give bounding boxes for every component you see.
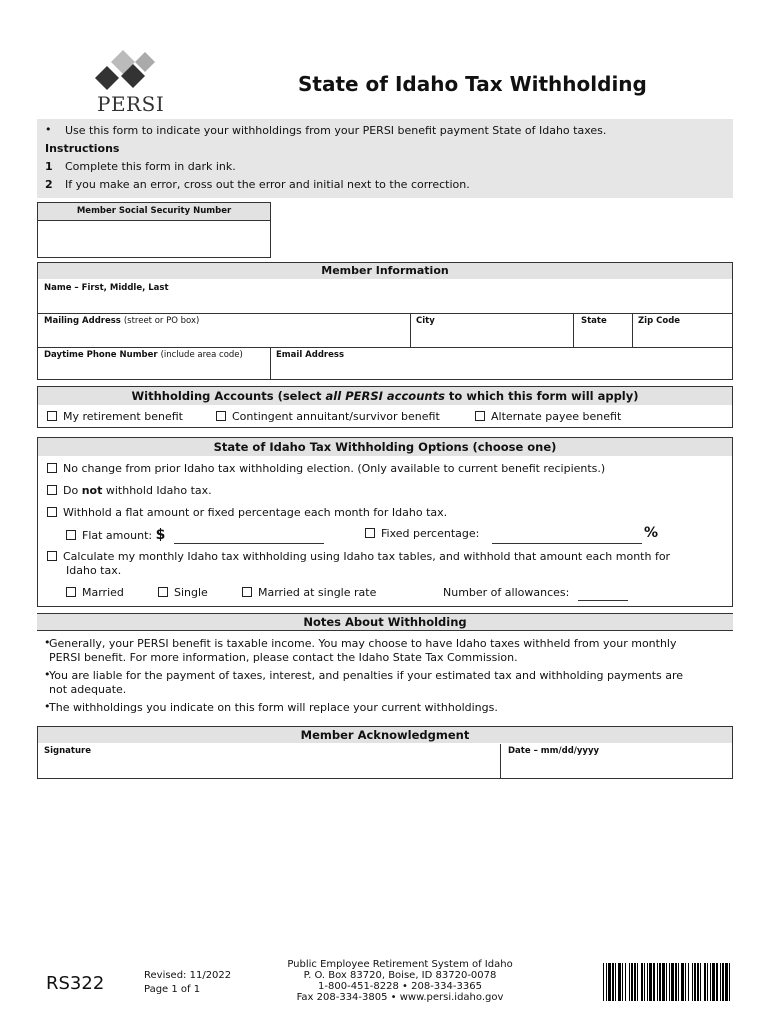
calculate-option-line2: Idaho tax. bbox=[66, 564, 122, 577]
page-title: State of Idaho Tax Withholding bbox=[298, 72, 647, 96]
option-label: Alternate payee benefit bbox=[491, 410, 622, 423]
option-label-post: withhold Idaho tax. bbox=[102, 484, 212, 497]
married-option[interactable] bbox=[66, 586, 124, 599]
note-line: PERSI benefit. For more information, please contact the Idaho State Tax Commission. bbox=[49, 651, 518, 664]
instructions-heading: Instructions bbox=[45, 142, 120, 155]
state-label: State bbox=[581, 316, 607, 326]
option-label: No change from prior Idaho tax withholding election. (Only available to current benefit recipients.) bbox=[63, 462, 606, 475]
member-info-heading: Member Information bbox=[38, 263, 732, 279]
note-item bbox=[49, 701, 498, 715]
city-label: City bbox=[416, 316, 435, 326]
name-label: Name – First, Middle, Last bbox=[44, 283, 169, 293]
note-line: Generally, your PERSI benefit is taxable income. You may choose to have Idaho taxes withheld from your monthly bbox=[49, 637, 677, 650]
option-label-pre: Do bbox=[63, 484, 82, 497]
accounts-heading-em: all PERSI accounts bbox=[325, 389, 445, 403]
checkbox[interactable] bbox=[47, 507, 57, 517]
logo-text: PERSI bbox=[97, 92, 165, 116]
single-option[interactable] bbox=[158, 586, 208, 599]
bullet: • bbox=[45, 123, 52, 136]
bullet: • bbox=[44, 668, 51, 681]
accounts-section bbox=[37, 386, 733, 428]
checkbox[interactable] bbox=[242, 587, 252, 597]
acknowledgment-section bbox=[37, 726, 733, 779]
phone-hint: (include area code) bbox=[160, 350, 243, 360]
allowances-input[interactable] bbox=[578, 600, 628, 601]
married-single-rate-option[interactable] bbox=[242, 586, 376, 599]
option-label: Fixed percentage: bbox=[381, 527, 480, 540]
phone-field[interactable] bbox=[38, 348, 270, 379]
option-label: My retirement benefit bbox=[63, 410, 183, 423]
form-id: RS322 bbox=[46, 973, 105, 994]
email-field[interactable] bbox=[271, 348, 733, 379]
address-hint: (street or PO box) bbox=[123, 316, 200, 326]
option-label: Calculate my monthly Idaho tax withholding using Idaho tax tables, and withhold that amount each month for bbox=[63, 550, 671, 563]
accounts-heading bbox=[38, 387, 732, 405]
checkbox[interactable] bbox=[158, 587, 168, 597]
note-line: not adequate. bbox=[49, 683, 127, 696]
phone-label-text: Daytime Phone Number bbox=[44, 350, 158, 360]
step-text: If you make an error, cross out the error and initial next to the correction. bbox=[65, 178, 470, 191]
option-label: Single bbox=[174, 586, 208, 599]
bullet: • bbox=[44, 700, 51, 713]
note-item bbox=[49, 637, 677, 665]
allowances-label: Number of allowances: bbox=[443, 586, 570, 599]
city-field[interactable] bbox=[411, 314, 573, 347]
org-name: Public Employee Retirement System of Idaho bbox=[287, 959, 513, 970]
alternate-payee-option[interactable] bbox=[475, 410, 621, 423]
address-field[interactable] bbox=[38, 314, 410, 347]
org-contact bbox=[270, 959, 530, 1003]
org-phones: 1-800-451-8228 • 208-334-3365 bbox=[318, 981, 482, 992]
ssn-box bbox=[37, 202, 271, 258]
note-line: You are liable for the payment of taxes, interest, and penalties if your estimated tax and withholding payments are bbox=[49, 669, 684, 682]
step-number: 2 bbox=[45, 178, 53, 191]
signature-label: Signature bbox=[44, 746, 91, 756]
withholding-options-section bbox=[37, 437, 733, 607]
fixed-percentage-input[interactable] bbox=[492, 543, 642, 544]
barcode-icon bbox=[603, 963, 733, 1001]
checkbox[interactable] bbox=[216, 411, 226, 421]
options-heading: State of Idaho Tax Withholding Options (choose one) bbox=[38, 438, 732, 456]
calculate-option[interactable] bbox=[47, 550, 670, 563]
org-address: P. O. Box 83720, Boise, ID 83720-0078 bbox=[303, 970, 497, 981]
ack-heading: Member Acknowledgment bbox=[38, 727, 732, 743]
date-label: Date – mm/dd/yyyy bbox=[508, 746, 600, 756]
step-number: 1 bbox=[45, 160, 53, 173]
revised-date: Revised: 11/2022 bbox=[144, 970, 232, 981]
checkbox[interactable] bbox=[475, 411, 485, 421]
email-label: Email Address bbox=[276, 350, 345, 360]
fixed-percentage-option[interactable] bbox=[365, 527, 479, 540]
checkbox[interactable] bbox=[47, 411, 57, 421]
notes-heading: Notes About Withholding bbox=[37, 614, 733, 630]
member-info-section bbox=[37, 262, 733, 380]
option-label: Contingent annuitant/survivor benefit bbox=[232, 410, 440, 423]
accounts-heading-pre: Withholding Accounts (select bbox=[131, 389, 326, 403]
checkbox[interactable] bbox=[66, 587, 76, 597]
org-fax-web: Fax 208-334-3805 • www.persi.idaho.gov bbox=[296, 992, 504, 1003]
dollar-sign: $ bbox=[155, 527, 166, 543]
contingent-annuitant-option[interactable] bbox=[216, 410, 440, 423]
zip-field[interactable] bbox=[633, 314, 733, 347]
notes-heading-bar bbox=[37, 613, 733, 631]
option-label-bold: not bbox=[81, 484, 103, 497]
option-label: Married at single rate bbox=[258, 586, 377, 599]
percent-sign: % bbox=[644, 525, 659, 541]
no-change-option[interactable] bbox=[47, 462, 605, 475]
instructions-panel bbox=[37, 119, 733, 198]
intro-text: Use this form to indicate your withholdings from your PERSI benefit payment State of Idaho taxes. bbox=[65, 124, 607, 137]
flat-or-percentage-option[interactable] bbox=[47, 506, 447, 519]
note-item bbox=[49, 669, 683, 697]
checkbox[interactable] bbox=[47, 463, 57, 473]
checkbox[interactable] bbox=[66, 530, 76, 540]
signature-field[interactable] bbox=[38, 744, 500, 778]
page-number: Page 1 of 1 bbox=[144, 984, 201, 995]
step-text: Complete this form in dark ink. bbox=[65, 160, 236, 173]
do-not-withhold-option[interactable] bbox=[47, 484, 212, 497]
accounts-heading-post: to which this form will apply) bbox=[444, 389, 639, 403]
checkbox[interactable] bbox=[47, 551, 57, 561]
ssn-label: Member Social Security Number bbox=[38, 203, 270, 221]
zip-label: Zip Code bbox=[638, 316, 681, 326]
option-label: Withhold a flat amount or fixed percentage each month for Idaho tax. bbox=[63, 506, 448, 519]
address-label-text: Mailing Address bbox=[44, 316, 121, 326]
state-field[interactable] bbox=[574, 314, 632, 347]
option-label: Married bbox=[82, 586, 124, 599]
flat-amount-input[interactable] bbox=[174, 543, 324, 544]
date-field[interactable] bbox=[501, 744, 733, 778]
bullet: • bbox=[44, 636, 51, 649]
name-field[interactable] bbox=[38, 280, 732, 313]
flat-amount-option[interactable] bbox=[66, 527, 165, 543]
note-line: The withholdings you indicate on this form will replace your current withholdings. bbox=[49, 701, 498, 714]
ssn-input[interactable] bbox=[38, 221, 270, 256]
option-label: Flat amount: bbox=[82, 529, 153, 542]
retirement-benefit-option[interactable] bbox=[47, 410, 183, 423]
checkbox[interactable] bbox=[365, 528, 375, 538]
checkbox[interactable] bbox=[47, 485, 57, 495]
